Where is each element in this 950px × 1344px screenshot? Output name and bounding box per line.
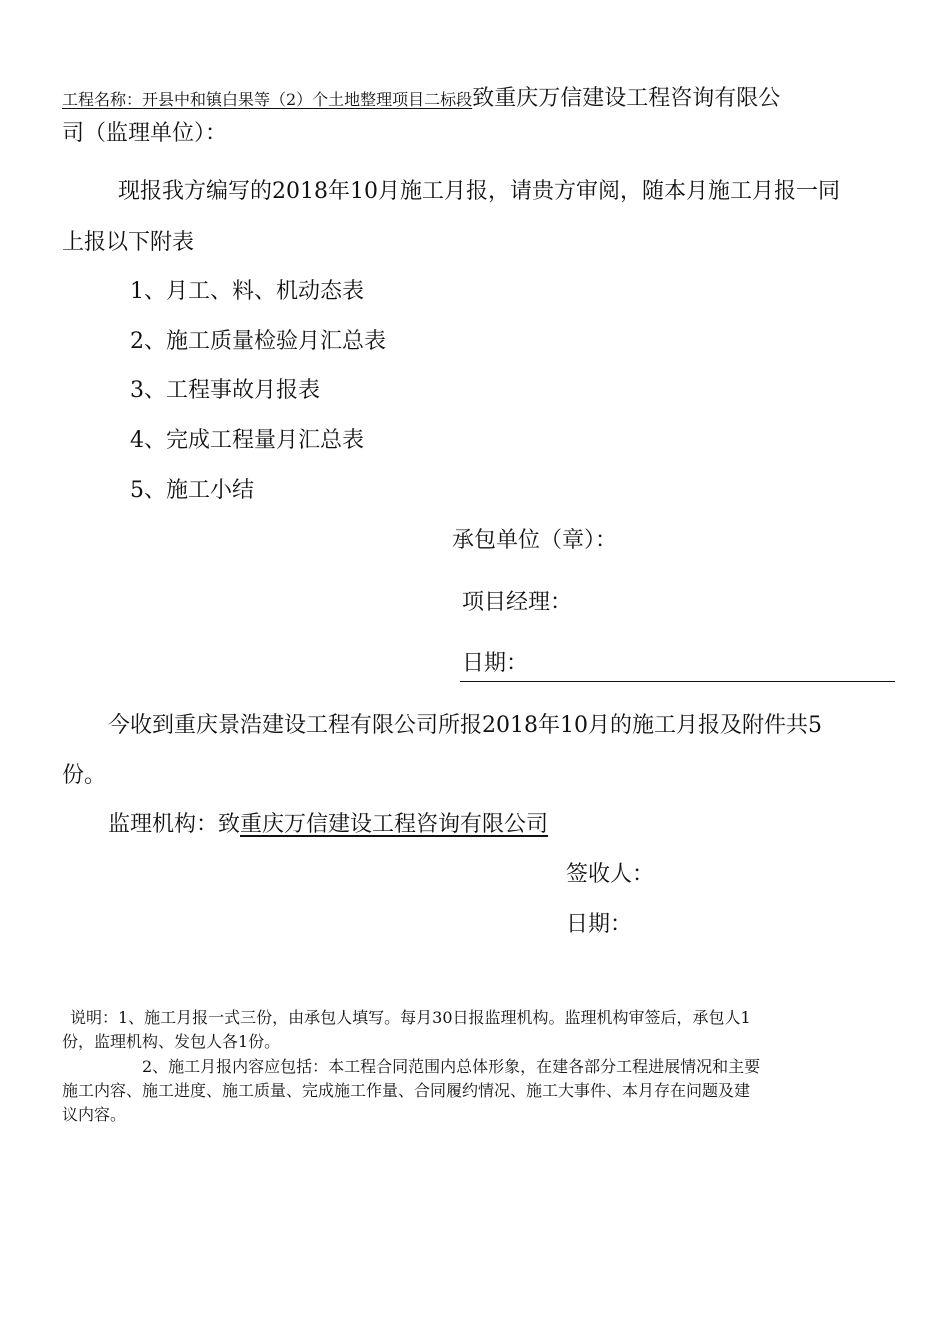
addressee-line-1 [62, 84, 780, 115]
contractor-date-label: 日期： [462, 651, 529, 676]
attachment-item: 4、完成工程量月汇总表 [130, 428, 364, 453]
receipt-line-1: 今收到重庆景浩建设工程有限公司所报2018年10月的施工月报及附件共5 [108, 713, 822, 738]
project-name: 工程名称：开县中和镇白果等（2）个土地整理项目二标段 [62, 90, 473, 109]
intro-line-1: 现报我方编写的2018年10月施工月报，请贵方审阅，随本月施工月报一同 [118, 179, 840, 204]
note-line-4: 施工内容、施工进度、施工质量、完成施工作量、合同履约情况、施工大事件、本月存在问题及建 [62, 1081, 751, 1100]
addressee-name: 致重庆万信建设工程咨询有限公 [472, 86, 781, 111]
supervision-org-line [108, 811, 548, 839]
addressee-line-2: 司（监理单位）： [62, 121, 228, 146]
attachment-item: 5、施工小结 [130, 478, 254, 503]
supervision-org-label: 监理机构：致 [108, 812, 241, 837]
receipt-line-2: 份。 [62, 763, 107, 788]
note-line-2: 份，监理机构、发包人各1份。 [62, 1032, 281, 1051]
note-line-1: 说明：1、施工月报一式三份，由承包人填写。每月30日报监理机构。监理机构审签后，承包人1 [70, 1008, 751, 1027]
note-line-3: 2、施工月报内容应包括：本工程合同范围内总体形象，在建各部分工程进展情况和主要 [142, 1057, 761, 1076]
intro-line-2: 上报以下附表 [62, 230, 195, 255]
project-manager-label: 项目经理： [462, 590, 573, 615]
signer-label: 签收人： [566, 862, 655, 887]
attachment-item: 2、施工质量检验月汇总表 [130, 329, 386, 354]
attachment-item: 3、工程事故月报表 [130, 378, 320, 403]
attachment-item: 1、月工、料、机动态表 [130, 279, 364, 304]
receipt-date-label: 日期： [566, 912, 633, 937]
contractor-unit-label: 承包单位（章）： [452, 528, 618, 553]
note-line-5: 议内容。 [62, 1105, 127, 1124]
supervision-org-name: 重庆万信建设工程咨询有限公司 [240, 812, 549, 837]
signature-divider [460, 681, 895, 682]
